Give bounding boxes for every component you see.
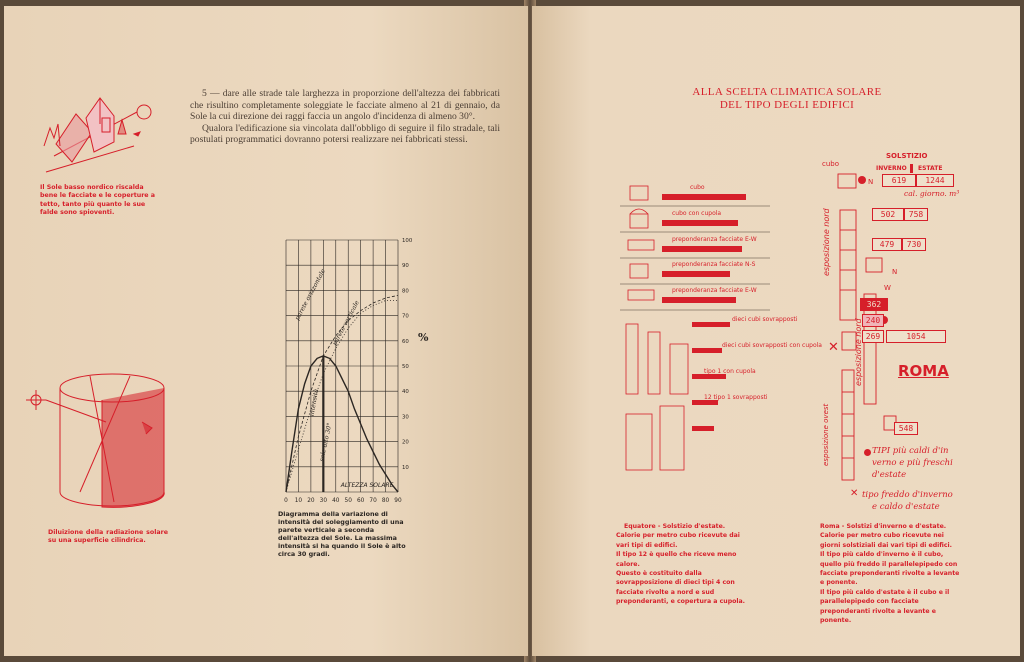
- series-line: [286, 356, 398, 492]
- x-tick-label: 90: [394, 498, 402, 504]
- legend-x-icon: ✕: [850, 488, 859, 499]
- roma-caption-line: Calorie per metro cubo ricevute nei giorni solstiziali dai vari tipi di edifici.: [820, 532, 953, 549]
- equator-caption-line: Questo è costituito dalla sovrapposizione di dieci tipi 4 con facciate rivolte a nord e sud preponderanti, e copertura a cupola.: [616, 570, 746, 606]
- cylinder-caption: Diluizione della radiazione solare su una superficie cilindrica.: [48, 529, 168, 545]
- value-winter: 240: [862, 314, 884, 327]
- value-winter: 548: [894, 422, 918, 435]
- x-tick-label: 20: [307, 498, 315, 504]
- legend-dot-text: TIPI più caldi d'in: [872, 446, 949, 456]
- legend-dot-text: verno e più freschi: [872, 458, 953, 468]
- equator-label: cubo con cupola: [672, 210, 722, 217]
- chart-annotation: intensità: [308, 388, 321, 417]
- legend-dot-text: d'estate: [872, 470, 907, 480]
- legend-x-text: tipo freddo d'inverno: [862, 490, 953, 500]
- equator-bar: [662, 194, 746, 200]
- y-tick-label: 20: [402, 439, 409, 446]
- body-text: [190, 88, 500, 146]
- summer-label: ESTATE: [918, 165, 943, 172]
- city-label: ROMA: [898, 362, 949, 380]
- y-tick-label: 80: [402, 288, 409, 295]
- chart-annotation: parete verticale: [331, 299, 361, 347]
- value-summer: 758: [904, 208, 928, 221]
- chart-annotation: parete orizzontale: [294, 267, 328, 322]
- equator-label: preponderanza facciate E-W: [672, 287, 757, 294]
- units-label: cal. giorno. m³: [904, 189, 960, 198]
- y-axis-label: %: [418, 330, 429, 344]
- cylinder-illustration: [22, 362, 172, 522]
- page-title: [682, 86, 892, 112]
- right-page: [532, 6, 1020, 656]
- y-tick-label: 100: [402, 238, 413, 244]
- house-illustration: [34, 84, 164, 184]
- equator-bar: [662, 220, 738, 226]
- equator-label: preponderanza facciate E-W: [672, 236, 757, 243]
- sun-chart: [266, 228, 429, 510]
- value-winter: 502: [872, 208, 904, 221]
- x-tick-label: 0: [284, 498, 288, 504]
- roma-caption-title: Roma - Solstizi d'inverno e d'estate.: [820, 523, 947, 530]
- equator-label: tipo 1 con cupola: [704, 368, 756, 375]
- value-summer: 1244: [916, 174, 954, 187]
- value-summer: 1054: [886, 330, 946, 343]
- value-winter: 362: [860, 298, 888, 311]
- equator-bar: [692, 348, 722, 353]
- equator-label: 12 tipo 1 sovrapposti: [704, 394, 768, 401]
- title-line: DEL TIPO DEGLI EDIFICI: [719, 99, 855, 111]
- chart-annotation: sole alto 30°: [318, 422, 334, 463]
- equator-caption-title: Equatore - Solstizio d'estate.: [624, 523, 726, 530]
- y-tick-label: 40: [402, 389, 409, 396]
- cubo-label: cubo: [822, 160, 840, 168]
- house-caption: Il Sole basso nordico riscalda bene le facciate e le coperture a tetto, tanto più quanto le sue falde sono spioventi.: [40, 184, 156, 217]
- exposure-label: esposizione ovest: [822, 403, 830, 466]
- equator-bar: [692, 426, 714, 431]
- x-tick-label: 40: [332, 498, 340, 504]
- winter-label: INVERNO: [876, 165, 907, 172]
- x-marker-icon: ✕: [828, 340, 839, 355]
- roma-caption-line: Il tipo più caldo d'estate è il cubo e il parallelepipedo con facciate preponderanti rivolte a levante e ponente.: [820, 588, 950, 625]
- y-tick-label: 30: [402, 414, 409, 421]
- exposure-label: esposizione nord: [822, 208, 831, 276]
- equator-label: cubo: [690, 184, 705, 191]
- equator-bar: [692, 322, 730, 327]
- value-winter: 269: [862, 330, 884, 343]
- y-tick-label: 50: [402, 364, 409, 370]
- legend-dot-icon: [864, 449, 871, 456]
- x-tick-label: 70: [369, 498, 377, 504]
- x-tick-label: 10: [294, 498, 303, 504]
- body-paragraph: 5 — dare alle strade tale larghezza in proporzione dell'altezza dei fabbricati che risultino completamente soleggiate le facciate almeno al 21 di gennaio, da Sole la cui direzione dei raggi faccia un angolo d'incidenza di almeno 30°.: [190, 88, 500, 123]
- exposure-label: esposizione nord: [854, 318, 863, 386]
- value-summer: 730: [902, 238, 926, 251]
- equator-bar: [662, 271, 730, 277]
- roma-caption-line: Il tipo più caldo d'inverno è il cubo, quello più freddo il parallelepipedo con facciate preponderanti rivolte a levante e ponente.: [820, 551, 960, 587]
- equator-bar: [662, 297, 736, 303]
- left-page: [4, 6, 528, 656]
- x-tick-label: 50: [344, 498, 352, 504]
- equator-caption-line: Calorie per metro cubo ricevute dai vari tipi di edifici.: [616, 532, 740, 549]
- equator-label: dieci cubi sovrapposti: [732, 316, 798, 323]
- equator-caption-line: Il tipo 12 è quello che riceve meno calore.: [616, 551, 737, 568]
- equator-caption: [616, 522, 746, 607]
- solstice-heading: SOLSTIZIO: [886, 152, 928, 160]
- x-axis-label: ALTEZZA SOLARE: [340, 481, 394, 489]
- equator-label: dieci cubi sovrapposti con cupola: [722, 342, 822, 349]
- body-paragraph: Qualora l'edificazione sia vincolata dall'obbligo di seguire il filo stradale, tali postulati programmatici dovranno potersi realizzare nei fabbricati stessi.: [190, 122, 500, 146]
- value-winter: 619: [882, 174, 916, 187]
- north-label: N: [892, 268, 898, 276]
- west-label: W: [884, 284, 891, 292]
- y-tick-label: 10: [402, 464, 409, 471]
- x-tick-label: 80: [381, 498, 390, 504]
- equator-label: preponderanza facciate N-S: [672, 261, 756, 268]
- title-line: ALLA SCELTA CLIMATICA SOLARE: [692, 86, 882, 98]
- value-winter: 479: [872, 238, 902, 251]
- y-tick-label: 70: [402, 313, 409, 320]
- x-tick-label: 60: [356, 498, 365, 504]
- roma-caption: [820, 522, 960, 625]
- chart-caption: Diagramma della variazione di intensità del soleggiamento di una parete verticale a seconda dell'altezza del Sole. La massima intensità si ha quando il Sole è alto circa 30 gradi.: [278, 510, 406, 558]
- north-label: N: [868, 178, 874, 186]
- equator-bar: [662, 246, 742, 252]
- equator-diagram: [620, 174, 770, 486]
- y-tick-label: 90: [402, 263, 409, 270]
- x-tick-label: 30: [319, 498, 328, 504]
- sun-icon: [137, 105, 151, 119]
- y-tick-label: 60: [402, 338, 409, 345]
- legend-x-text: e caldo d'estate: [872, 502, 940, 512]
